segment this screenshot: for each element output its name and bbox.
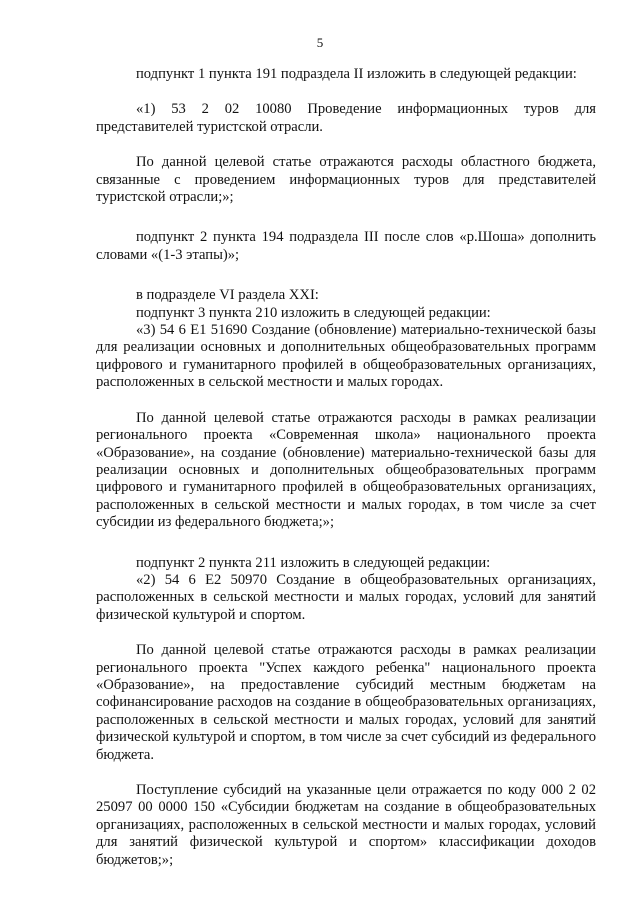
paragraph-item-54-6-e1: «3) 54 6 E1 51690 Создание (обновление) материально-технической базы для реализации основных и дополнительных общеобразовательных программ цифрового и гуманитарного профилей в общеобразовательных организациях, расположенных в сельской местности и малых городах. xyxy=(96,322,596,391)
paragraph-desc-54-6-e2: По данной целевой статье отражаются расходы в рамках реализации регионального проекта "Успех каждого ребенка" национального проекта «Образование», на предоставление субсидий местным бюджетам на софинансирование расходов на создание в общеобразовательных организациях, расположенных в сельской местности и малых городах, условий для занятий физической культурой и спортом, в том числе за счет субсидий из федерального бюджета. xyxy=(96,642,596,763)
page-number: 5 xyxy=(316,35,324,50)
paragraph-amend-211: подпункт 2 пункта 211 изложить в следующей редакции: xyxy=(136,554,491,571)
paragraph-amend-191: подпункт 1 пункта 191 подраздела II изложить в следующей редакции: xyxy=(136,66,577,82)
paragraph-desc-54-6-e1: По данной целевой статье отражаются расходы в рамках реализации регионального проекта «Современная школа» национального проекта «Образование», на создание (обновление) материально-технической базы для реализации основных и дополнительных общеобразовательных программ цифрового и гуманитарного профилей в общеобразовательных организациях, расположенных в сельской местности и малых городах, в том числе за счет субсидии из федерального бюджета;»; xyxy=(96,409,596,531)
paragraph-amend-210: подпункт 3 пункта 210 изложить в следующей редакции: xyxy=(136,304,491,321)
document-body xyxy=(96,66,596,869)
paragraph-item-54-6-e2: «2) 54 6 E2 50970 Создание в общеобразовательных организациях, расположенных в сельской местности и малых городах, условий для занятий физической культурой и спортом. xyxy=(96,571,596,623)
paragraph-section-vi: в подразделе VI раздела XXI: xyxy=(136,287,319,304)
paragraph-item-53-2-02: «1) 53 2 02 10080 Проведение информационных туров для представителей туристской отрасли. xyxy=(96,101,596,135)
paragraph-subsidy-income: Поступление субсидий на указанные цели отражается по коду 000 2 02 25097 00 0000 150 «Субсидии бюджетам на создание в общеобразовательных организациях, расположенных в сельской местности и малых городах, условий для занятий физической культурой и спортом» классификации доходов бюджетов;»; xyxy=(96,782,596,868)
paragraph-amend-194: подпункт 2 пункта 194 подраздела III после слов «р.Шоша» дополнить словами «(1-3 этапы)»; xyxy=(96,229,596,263)
paragraph-desc-53-2-02: По данной целевой статье отражаются расходы областного бюджета, связанные с проведением информационных туров для представителей туристской отрасли;»; xyxy=(96,154,596,206)
